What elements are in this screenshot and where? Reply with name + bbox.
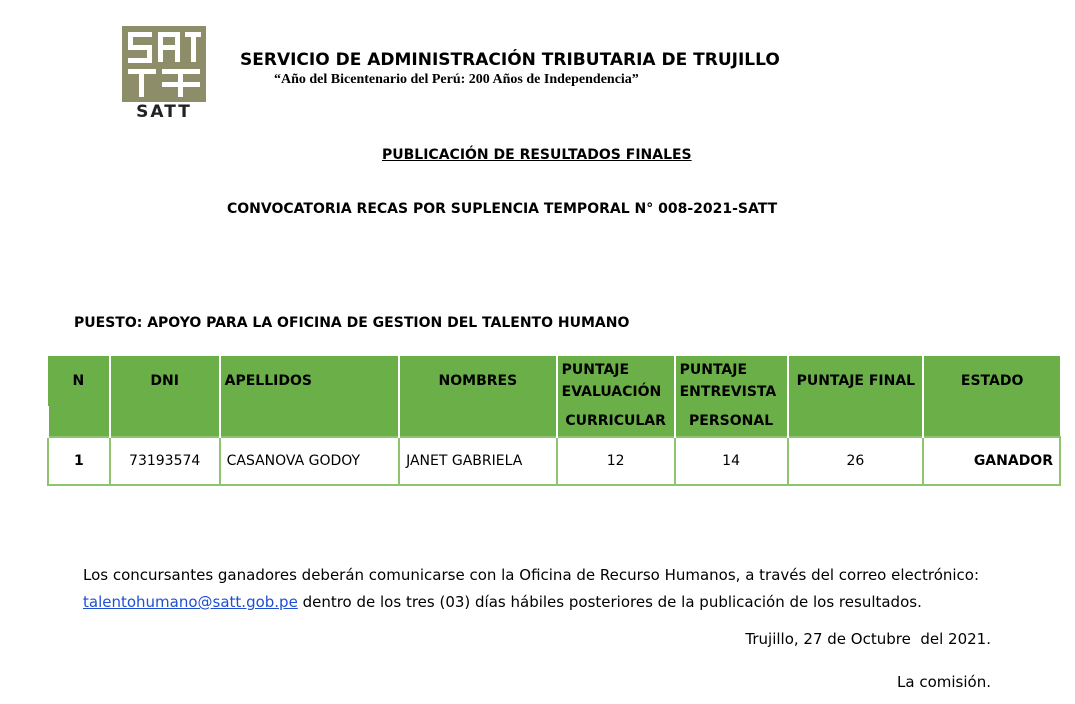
results-table <box>47 356 1061 486</box>
cell-final: 26 <box>788 437 924 485</box>
table-header-row <box>48 356 1060 406</box>
cell-apellidos: CASANOVA GODOY <box>220 437 399 485</box>
signature-line: La comisión. <box>897 673 991 691</box>
satt-logo <box>122 26 206 122</box>
col-header-curricular-top: PUNTAJE EVALUACIÓN <box>557 356 675 406</box>
cell-curricular: 12 <box>557 437 675 485</box>
logo-text: SATT <box>136 102 192 122</box>
subheader-blank <box>788 406 924 437</box>
col-header-apellidos: APELLIDOS <box>220 356 399 406</box>
subheader-blank <box>220 406 399 437</box>
subheader-blank <box>110 406 220 437</box>
subheader-blank <box>48 406 110 437</box>
date-line: Trujillo, 27 de Octubre del 2021. <box>745 630 991 648</box>
col-header-estado: ESTADO <box>923 356 1060 406</box>
col-header-nombres: NOMBRES <box>399 356 557 406</box>
col-subheader-curricular: CURRICULAR <box>557 406 675 437</box>
col-header-final: PUNTAJE FINAL <box>788 356 924 406</box>
col-header-dni: DNI <box>110 356 220 406</box>
paragraph-end: dentro de los tres (03) días hábiles posteriores de la publicación de los resultados. <box>297 593 922 611</box>
satt-logo-emblem <box>122 26 206 102</box>
table-subheader-row <box>48 406 1060 437</box>
publication-title: PUBLICACIÓN DE RESULTADOS FINALES <box>382 147 692 163</box>
instructions-paragraph <box>83 562 1003 616</box>
col-header-entrevista-top: PUNTAJE ENTREVISTA <box>675 356 788 406</box>
col-header-n: N <box>48 356 110 406</box>
paragraph-start: Los concursantes ganadores deberán comunicarse con la Oficina de Recurso Humanos, a través del correo electrónico: <box>83 566 980 584</box>
subheader-blank <box>399 406 557 437</box>
cell-estado: GANADOR <box>923 437 1060 485</box>
cell-n: 1 <box>48 437 110 485</box>
cell-entrevista: 14 <box>675 437 788 485</box>
cell-nombres: JANET GABRIELA <box>399 437 557 485</box>
subheader-blank <box>923 406 1060 437</box>
cell-dni: 73193574 <box>110 437 220 485</box>
motto: “Año del Bicentenario del Perú: 200 Años de Independencia” <box>274 72 639 87</box>
organization-name: SERVICIO DE ADMINISTRACIÓN TRIBUTARIA DE TRUJILLO <box>240 50 780 70</box>
table-row <box>48 437 1060 485</box>
email-link[interactable]: talentohumano@satt.gob.pe <box>83 593 298 611</box>
col-subheader-personal: PERSONAL <box>675 406 788 437</box>
puesto-label: PUESTO: APOYO PARA LA OFICINA DE GESTION DEL TALENTO HUMANO <box>74 315 630 331</box>
convocatoria-title: CONVOCATORIA RECAS POR SUPLENCIA TEMPORAL N° 008-2021-SATT <box>227 201 778 217</box>
